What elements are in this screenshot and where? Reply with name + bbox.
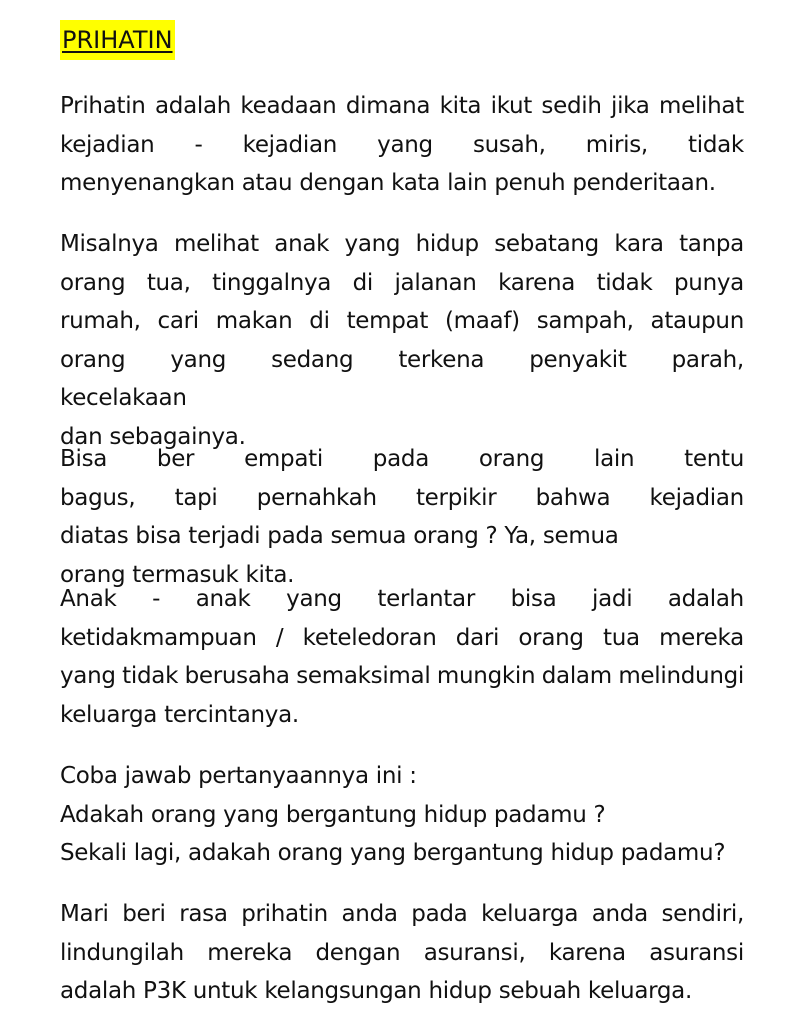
text-line: orang termasuk kita.: [60, 561, 295, 588]
text-line: orang yang sedang terkena penyakit parah,: [60, 346, 744, 373]
text-line: bagus, tapi pernahkah terpikir bahwa kejadian: [60, 484, 744, 511]
text-line: yang tidak berusaha semaksimal mungkin dalam melindungi: [60, 663, 744, 689]
paragraph-6: [60, 895, 744, 1011]
text-line: Mari beri rasa prihatin anda pada keluarga anda sendiri,: [60, 901, 744, 927]
text-line: adalah P3K untuk kelangsungan hidup sebuah keluarga.: [60, 978, 692, 1004]
text-line: menyenangkan atau dengan kata lain penuh penderitaan.: [60, 170, 716, 196]
text-line: rumah, cari makan di tempat (maaf) sampah, ataupun: [60, 308, 744, 334]
document-title: PRIHATIN: [60, 20, 175, 60]
text-line: Coba jawab pertanyaannya ini :: [60, 763, 417, 789]
text-line: dan sebagainya.: [60, 423, 246, 450]
text-line: Misalnya melihat anak yang hidup sebatang kara tanpa: [60, 231, 744, 257]
paragraph-2: [60, 225, 744, 456]
paragraph-4: [60, 580, 744, 734]
text-line: Prihatin adalah keadaan dimana kita ikut sedih jika melihat: [60, 93, 744, 119]
text-line: Adakah orang yang bergantung hidup padamu ?: [60, 801, 606, 828]
text-line: Anak - anak yang terlantar bisa jadi adalah: [60, 586, 744, 612]
text-line: lindungilah mereka dengan asuransi, karena asuransi: [60, 939, 744, 966]
paragraph-3: [60, 440, 744, 594]
text-line: kejadian - kejadian yang susah, miris, tidak: [60, 131, 744, 158]
text-line: orang tua, tinggalnya di jalanan karena tidak punya: [60, 269, 744, 296]
text-line: Bisa ber empati pada orang lain tentu: [60, 446, 744, 472]
paragraph-5: [60, 757, 744, 873]
text-line: diatas bisa terjadi pada semua orang ? Ya, semua: [60, 523, 619, 549]
text-line: Sekali lagi, adakah orang yang bergantung hidup padamu?: [60, 840, 726, 866]
paragraph-1: [60, 87, 744, 203]
text-line: kecelakaan: [60, 385, 187, 411]
text-line: ketidakmampuan / keteledoran dari orang tua mereka: [60, 624, 744, 651]
text-line: keluarga tercintanya.: [60, 701, 299, 728]
